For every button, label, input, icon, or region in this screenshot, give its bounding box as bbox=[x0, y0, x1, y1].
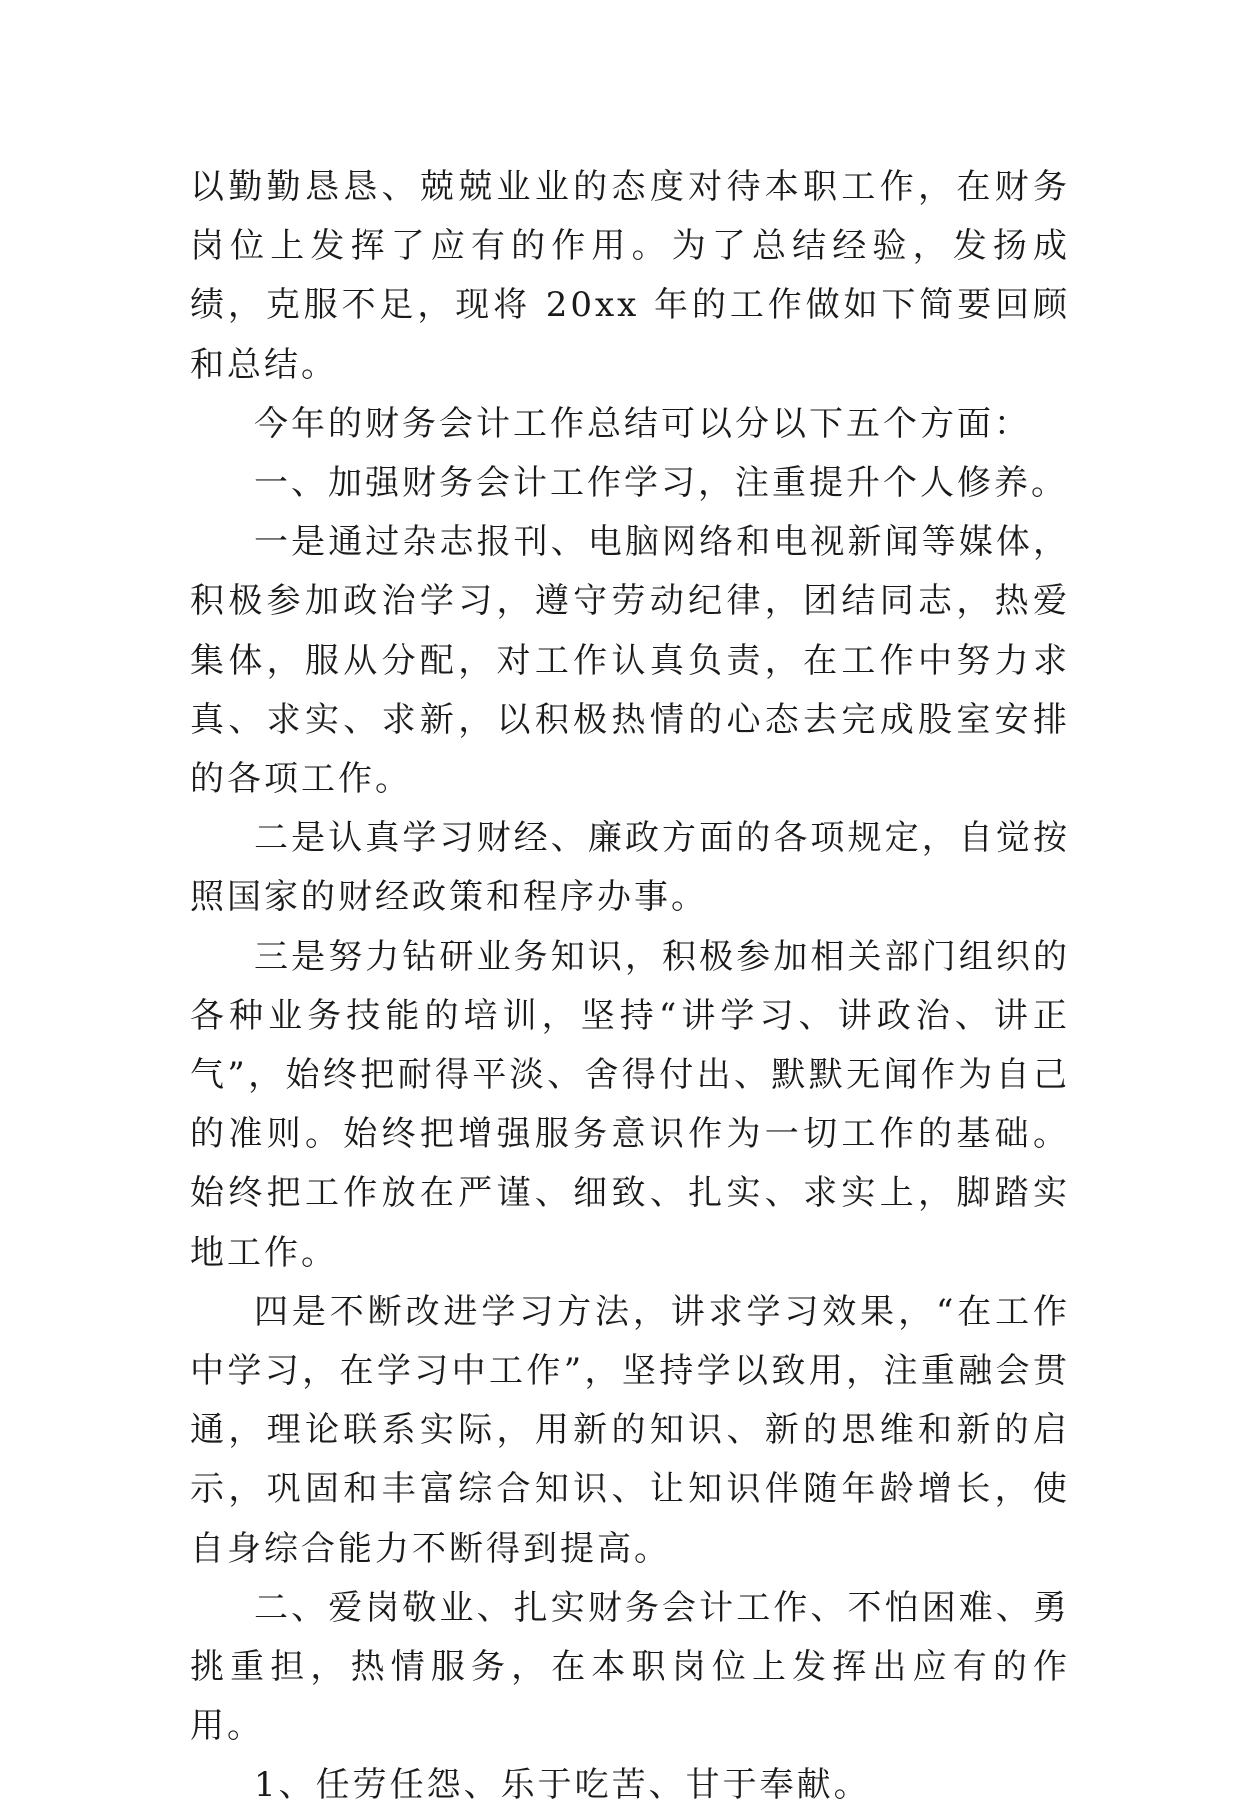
section-heading-one: 一、加强财务会计工作学习，注重提升个人修养。 bbox=[254, 463, 1068, 504]
section-heading-two: 二、爱岗敬业、扎实财务会计工作、不怕困难、勇挑重担，热情服务，在本职岗位上发挥出应有的作用。 bbox=[190, 1587, 1070, 1747]
paragraph-item-one: 一是通过杂志报刊、电脑网络和电视新闻等媒体，积极参加政治学习，遵守劳动纪律，团结同志，热爱集体，服从分配，对工作认真负责，在工作中努力求真、求实、求新，以积极热情的心态去完成股室安排的各项工作。 bbox=[190, 522, 1070, 800]
document-body bbox=[190, 158, 1070, 1816]
paragraph-summary-aspects: 今年的财务会计工作总结可以分以下五个方面： bbox=[254, 403, 1031, 444]
subsection-heading-one: 1、任劳任怨、乐于吃苦、甘于奉献。 bbox=[254, 1765, 871, 1806]
paragraph-item-two: 二是认真学习财经、廉政方面的各项规定，自觉按照国家的财经政策和程序办事。 bbox=[190, 818, 1070, 918]
paragraph-item-four: 四是不断改进学习方法，讲求学习效果，“在工作中学习，在学习中工作”，坚持学以致用，注重融会贯通，理论联系实际，用新的知识、新的思维和新的启示，巩固和丰富综合知识、让知识伴随年龄增长，使自身综合能力不断得到提高。 bbox=[190, 1291, 1070, 1569]
paragraph-item-three: 三是努力钻研业务知识，积极参加相关部门组织的各种业务技能的培训，坚持“讲学习、讲政治、讲正气”，始终把耐得平淡、舍得付出、默默无闻作为自己的准则。始终把增强服务意识作为一切工作的基础。始终把工作放在严谨、细致、扎实、求实上，脚踏实地工作。 bbox=[190, 936, 1070, 1273]
paragraph-intro-continued: 以勤勤恳恳、兢兢业业的态度对待本职工作，在财务岗位上发挥了应有的作用。为了总结经验，发扬成绩，克服不足，现将 20xx 年的工作做如下简要回顾和总结。 bbox=[190, 167, 1070, 385]
